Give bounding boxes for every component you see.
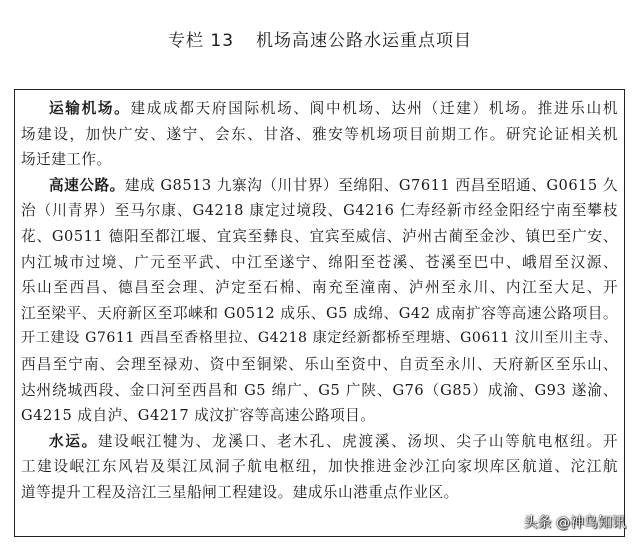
text-line: 治（川青界）至马尔康、G4218 康定过境段、G4216 仁寿经新市经金阳经宁南至攀枝 <box>21 202 618 220</box>
text-line: 西昌至宁南、会理至禄劝、资中至铜梁、乐山至资中、自贡至永川、天府新区至乐山、 <box>21 355 618 373</box>
text-line: 运输机场。建成成都天府国际机场、阆中机场、达州（迁建）机场。推进乐山机 <box>49 100 618 117</box>
text-line: 开工建设 G7611 西昌至香格里拉、G4218 康定经新都桥至理塘、G0611 汶川至川主寺、 <box>21 330 618 347</box>
text-line: 乐山至西昌、德昌至会理、泸定至石棉、南充至潼南、泸州至永川、内江至大足、开 <box>21 279 618 297</box>
text-line: 水运。建设岷江犍为、龙溪口、老木孔、虎渡溪、汤坝、尖子山等航电枢纽。开 <box>49 432 618 450</box>
section-heading: 运输机场。 <box>49 100 131 117</box>
source-watermark: 头条 @神鸟知讯 <box>523 515 626 531</box>
text-line: 场迁建工作。 <box>21 151 112 169</box>
text-line: 花、G0511 德阳至都江堰、宜宾至彝良、宜宾至威信、泸州古蔺至金沙、镇巴至广安、 <box>21 227 618 245</box>
column-title <box>0 26 640 51</box>
section-highways <box>15 173 624 429</box>
section-heading: 高速公路。 <box>49 176 125 194</box>
text-line: 高速公路。建成 G8513 九寨沟（川甘界）至绵阳、G7611 西昌至昭通、G0615 久 <box>49 176 618 194</box>
project-box <box>14 89 625 537</box>
section-heading: 水运。 <box>49 432 98 450</box>
text-line: 达州绕城西段、金口河至西昌和 G5 绵广、G5 广陕、G76（G85）成渝、G93 遂渝、 <box>21 381 618 399</box>
text-line: 江至梁平、天府新区至邛崃和 G0512 成乐、G5 成绵、G42 成南扩容等高速公路项目。 <box>21 304 618 322</box>
text-line: 场建设，加快广安、遂宁、会东、甘洛、雅安等机场项目前期工作。研究论证相关机 <box>21 125 618 143</box>
column-title-text: 机场高速公路水运重点项目 <box>256 31 473 51</box>
text-line: 工建设岷江东风岩及渠江凤洞子航电枢纽，加快推进金沙江向家坝库区航道、沱江航 <box>21 458 618 476</box>
section-airports <box>15 96 624 173</box>
section-waterways <box>15 429 624 506</box>
text-line: 内江城市过境、广元至平武、中江至遂宁、绵阳至苍溪、苍溪至巴中、峨眉至汉源、 <box>21 253 618 271</box>
column-label: 专栏 13 <box>167 31 235 51</box>
text-line: G4215 成自泸、G4217 成汶扩容等高速公路项目。 <box>21 407 376 425</box>
text-line: 道等提升工程及涪江三星船闸工程建设。建成乐山港重点作业区。 <box>21 483 459 501</box>
